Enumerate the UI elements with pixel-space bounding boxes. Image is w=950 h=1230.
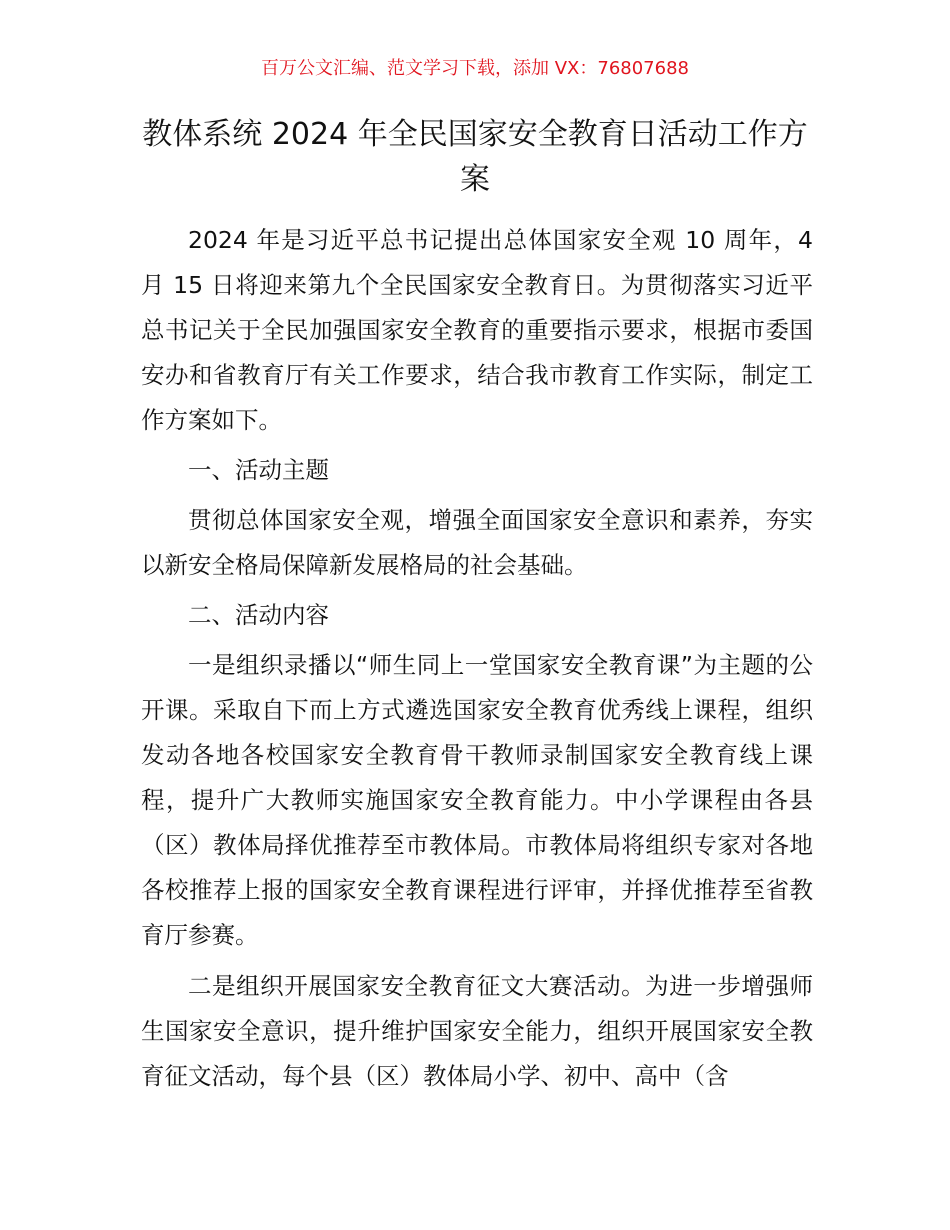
section-heading-content: 二、活动内容 (188, 601, 329, 629)
theme-paragraph: 贯彻总体国家安全观，增强全面国家安全意识和素养，夯实以新安全格局保障新发展格局的社会基础。 (141, 506, 813, 579)
intro-paragraph: 2024 年是习近平总书记提出总体国家安全观 10 周年，4 月 15 日将迎来第九个全民国家安全教育日。为贯彻落实习近平总书记关于全民加强国家安全教育的重要指示要求，根据市委国安办和省教育厅有关工作要求，结合我市教育工作实际，制定工作方案如下。 (141, 226, 813, 434)
section-heading-theme: 一、活动主题 (188, 456, 329, 484)
document-title: 教体系统 2024 年全民国家安全教育日活动工作方案 (142, 117, 808, 197)
content-item-2-paragraph: 二是组织开展国家安全教育征文大赛活动。为进一步增强师生国家安全意识，提升维护国家安全能力，组织开展国家安全教育征文活动，每个县（区）教体局小学、初中、高中（含 (141, 972, 813, 1090)
content-item-1-paragraph: 一是组织录播以“师生同上一堂国家安全教育课”为主题的公开课。采取自下而上方式遴选国家安全教育优秀线上课程，组织发动各地各校国家安全教育骨干教师录制国家安全教育线上课程，提升广大教师实施国家安全教育能力。中小学课程由各县（区）教体局择优推荐至市教体局。市教体局将组织专家对各地各校推荐上报的国家安全教育课程进行评审，并择优推荐至省教育厅参赛。 (141, 651, 813, 949)
document-body (141, 218, 813, 1104)
watermark-text: 百万公文汇编、范文学习下载，添加 VX：76807688 (261, 58, 689, 79)
